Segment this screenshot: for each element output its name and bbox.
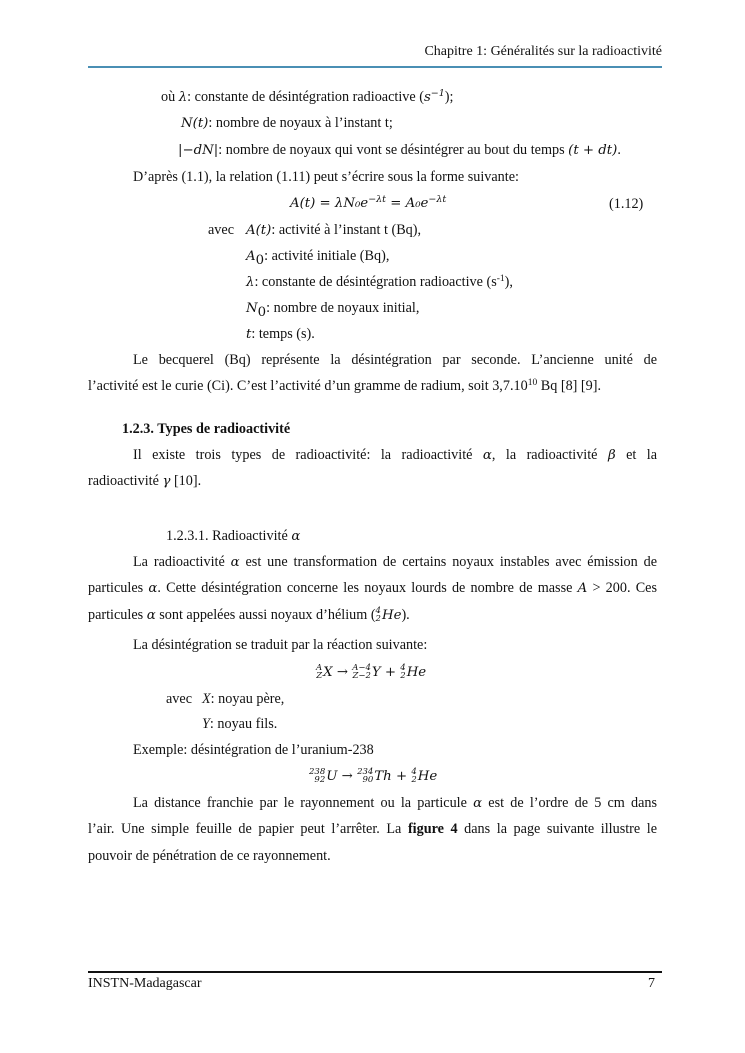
footer-rule bbox=[88, 971, 662, 973]
paragraph-alpha-line1: La radioactivité α est une transformation de certains noyaux instables avec émission de bbox=[133, 554, 657, 570]
subsection-heading: 1.2.3.1. Radioactivité α bbox=[166, 528, 301, 544]
avec-label: avec bbox=[208, 222, 234, 238]
paragraph-distance-line3: pouvoir de pénétration de ce rayonnement. bbox=[88, 848, 331, 864]
definition-lambda: où λ: constante de désintégration radioactive $(s^{-1})$; bbox=[161, 88, 454, 105]
paragraph-distance-line1: La distance franchie par le rayonnement ou la particule α est de l’ordre de 5 cm dans bbox=[133, 795, 658, 811]
def-activity: A(t): activité à l’instant t (Bq), bbox=[246, 222, 422, 238]
avec-label-2: avec bbox=[166, 691, 192, 707]
paragraph-becquerel-line2: l’activité est le curie (Ci). C’est l’activité d’un gramme de radium, soit 3,7.10$^{10}$ Bq [8] [9]. bbox=[88, 378, 602, 394]
def-decay-constant: λ: constante de désintégration radioactive $(s^{-1})$, bbox=[246, 274, 513, 290]
equation-1-12: $A(t) = \lambda N_0e^{-\lambda t} = A_0e^{-\lambda t}$ bbox=[290, 194, 447, 211]
paragraph-alpha-line3: particules α sont appelées aussi noyaux d’hélium ( 4 2 He). bbox=[88, 605, 410, 624]
alpha-decay-equation: A Z X → A−4 Z−2 Y + 4 2 He bbox=[316, 662, 427, 681]
reaction-intro: La désintégration se traduit par la réaction suivante: bbox=[133, 637, 428, 653]
uranium-decay-equation: 238 92 U → 234 90 Th + 4 2 He bbox=[309, 766, 438, 785]
footer-page-number: 7 bbox=[648, 976, 655, 991]
paragraph-alpha-line2: particules α. Cette désintégration concerne les noyaux lourds de nombre de masse A > 200. Ces bbox=[88, 580, 657, 596]
def-daughter-nucleus: Y: noyau fils. bbox=[202, 716, 278, 732]
paragraph-distance-line2: l’air. Une simple feuille de papier peut l’arrêter. La figure 4 dans la page suivante illustre le bbox=[88, 821, 657, 837]
page-header-title: Chapitre 1: Généralités sur la radioactivité bbox=[424, 44, 662, 59]
intro-line: D’après (1.1), la relation (1.11) peut s’écrire sous la forme suivante: bbox=[133, 169, 519, 185]
paragraph-types-line1: Il existe trois types de radioactivité: la radioactivité α, la radioactivité β et la bbox=[133, 447, 657, 463]
section-heading: 1.2.3. Types de radioactivité bbox=[122, 421, 291, 437]
header-rule bbox=[88, 66, 662, 68]
def-time: t: temps (s). bbox=[246, 326, 315, 342]
footer-institution: INSTN-Madagascar bbox=[88, 976, 202, 991]
example-label: Exemple: désintégration de l’uranium-238 bbox=[133, 742, 374, 758]
equation-number: (1.12) bbox=[609, 196, 644, 212]
definition-dn: |−dN|: nombre de noyaux qui vont se désintégrer au bout du temps (t + dt). bbox=[178, 142, 621, 158]
def-initial-activity: $A_0$: activité initiale (Bq), bbox=[246, 248, 390, 268]
def-parent-nucleus: X: noyau père, bbox=[202, 691, 285, 707]
paragraph-becquerel-line1: Le becquerel (Bq) représente la désintégration par seconde. L’ancienne unité de bbox=[133, 352, 657, 368]
paragraph-types-line2: radioactivité γ [10]. bbox=[88, 473, 202, 489]
def-initial-nuclei: $N_0$: nombre de noyaux initial, bbox=[246, 300, 420, 320]
definition-nt: N(t): nombre de noyaux à l’instant t; bbox=[181, 115, 393, 131]
